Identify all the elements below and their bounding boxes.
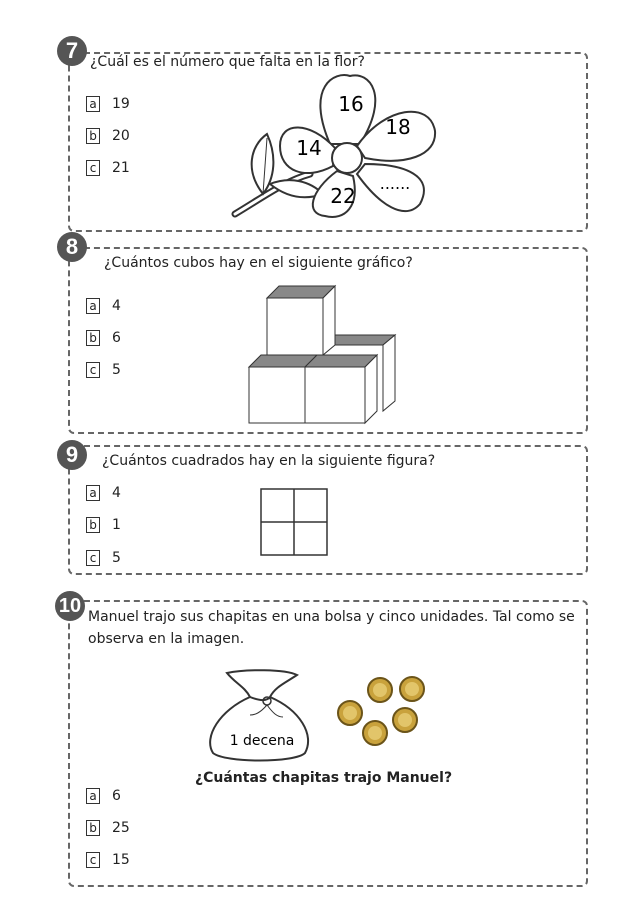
- option-letter: c: [86, 160, 100, 176]
- q10-option-a[interactable]: [86, 788, 121, 804]
- q9-option-c[interactable]: [86, 550, 121, 566]
- option-value: 19: [112, 96, 130, 112]
- option-value: 5: [112, 362, 121, 378]
- option-letter: a: [86, 485, 100, 501]
- option-value: 1: [112, 517, 121, 533]
- q10-option-b[interactable]: [86, 820, 130, 836]
- flower-figure: [225, 66, 445, 221]
- q7-option-a[interactable]: [86, 96, 130, 112]
- option-value: 6: [112, 788, 121, 804]
- option-value: 20: [112, 128, 130, 144]
- bottle-cap-icon: [338, 701, 362, 725]
- question-8-text: ¿Cuántos cubos hay en el siguiente gráfico?: [104, 255, 413, 271]
- option-letter: b: [86, 517, 100, 533]
- option-letter: c: [86, 362, 100, 378]
- option-value: 21: [112, 160, 130, 176]
- petal-number-top: 16: [338, 92, 364, 116]
- option-letter: b: [86, 820, 100, 836]
- option-value: 25: [112, 820, 130, 836]
- option-letter: c: [86, 852, 100, 868]
- q7-option-b[interactable]: [86, 128, 130, 144]
- petal-number-bottom: 22: [330, 184, 356, 208]
- q8-option-b[interactable]: [86, 330, 121, 346]
- petal-number-left: 14: [296, 136, 322, 160]
- question-10-text: Manuel trajo sus chapitas en una bolsa y cinco unidades. Tal como se observa en la imagen.: [88, 609, 575, 647]
- bottle-cap-icon: [363, 721, 387, 745]
- question-7-badge: 7: [57, 36, 87, 66]
- q8-option-a[interactable]: [86, 298, 121, 314]
- option-value: 4: [112, 485, 121, 501]
- petal-number-missing: ......: [379, 174, 411, 193]
- petal-number-right: 18: [385, 115, 411, 139]
- cubes-figure: [245, 283, 405, 425]
- option-value: 5: [112, 550, 121, 566]
- question-9-badge: 9: [57, 440, 87, 470]
- bottle-cap-icon: [368, 678, 392, 702]
- squares-figure: [260, 488, 330, 558]
- option-letter: a: [86, 298, 100, 314]
- question-10-badge: 10: [55, 591, 85, 621]
- bag-and-caps-figure: [205, 665, 435, 765]
- q9-option-a[interactable]: [86, 485, 121, 501]
- option-value: 6: [112, 330, 121, 346]
- bottle-cap-icon: [393, 708, 417, 732]
- question-7-text: ¿Cuál es el número que falta en la flor?: [90, 54, 365, 70]
- option-letter: c: [86, 550, 100, 566]
- bag-label: 1 decena: [229, 733, 295, 749]
- option-letter: b: [86, 128, 100, 144]
- option-letter: a: [86, 96, 100, 112]
- question-9-text: ¿Cuántos cuadrados hay en la siguiente figura?: [102, 453, 436, 469]
- option-letter: a: [86, 788, 100, 804]
- q10-option-c[interactable]: [86, 852, 130, 868]
- q9-option-b[interactable]: [86, 517, 121, 533]
- bottle-cap-icon: [400, 677, 424, 701]
- question-10-subquestion: ¿Cuántas chapitas trajo Manuel?: [195, 770, 453, 786]
- option-value: 4: [112, 298, 121, 314]
- option-value: 15: [112, 852, 130, 868]
- option-letter: b: [86, 330, 100, 346]
- q8-option-c[interactable]: [86, 362, 121, 378]
- question-8-badge: 8: [57, 232, 87, 262]
- q7-option-c[interactable]: [86, 160, 130, 176]
